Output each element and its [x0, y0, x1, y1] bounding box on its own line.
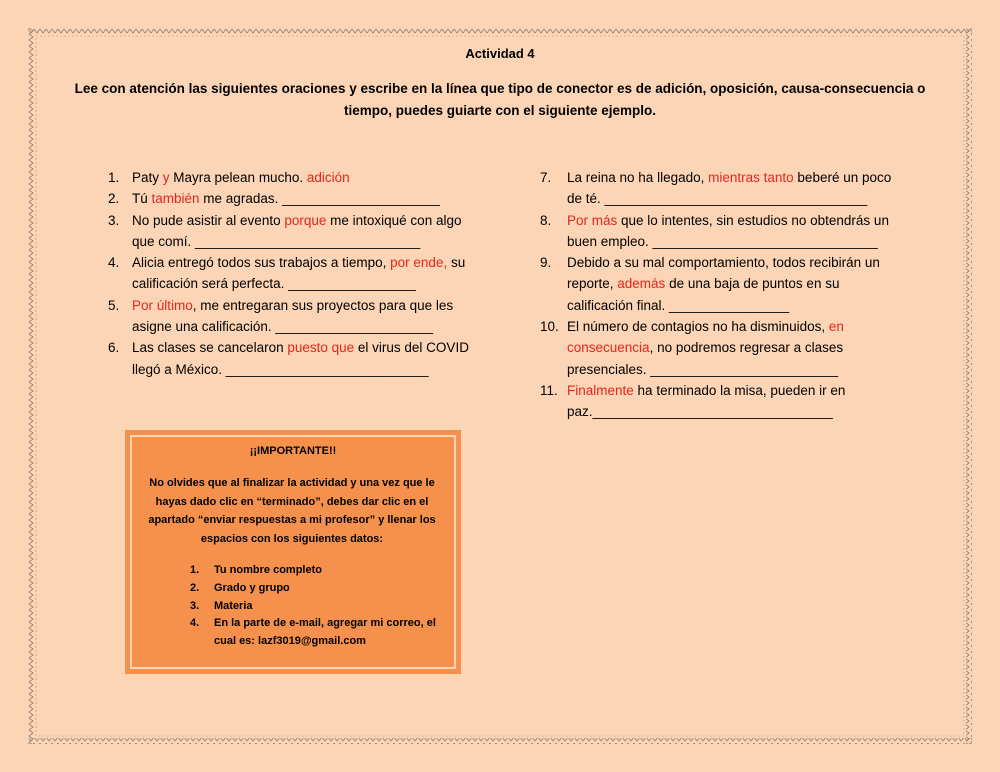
- item-line: [567, 359, 844, 380]
- connector-word: porque: [284, 212, 327, 228]
- important-list-item: [190, 562, 445, 580]
- sentence-text: Mayra pelean mucho.: [169, 170, 307, 185]
- item-line: [132, 167, 350, 188]
- list-item: [540, 252, 920, 316]
- item-number: 11.: [540, 382, 558, 398]
- item-text: [132, 295, 453, 338]
- list-item: [108, 167, 488, 188]
- connector-word: Finalmente: [567, 382, 634, 398]
- item-number: 2.: [108, 191, 120, 207]
- item-line: [132, 210, 461, 231]
- sentence-text: de una baja de puntos en su: [665, 276, 840, 292]
- sentence-text: , no podremos regresar a clases: [649, 340, 844, 356]
- sentence-text: , me entregaran sus proyectos para que les: [192, 297, 454, 313]
- important-text: No olvides que al finalizar la actividad y una vez que le hayas dado clic en “terminado”, debes dar clic en el apartado “enviar respuestas a mi profesor” y llenar los espacios con los siguientes datos:: [148, 477, 436, 545]
- item-line: [567, 188, 891, 209]
- item-text: [132, 188, 440, 209]
- connector-word: por ende,: [390, 255, 448, 271]
- item-line: [567, 316, 844, 337]
- sentence-text: Las clases se cancelaron: [132, 340, 288, 356]
- item-number: 5.: [108, 297, 120, 313]
- item-text: [132, 252, 465, 295]
- item-number: 1.: [108, 170, 120, 185]
- item-line: [567, 231, 889, 252]
- item-number: 2.: [190, 581, 200, 594]
- item-line: [567, 252, 880, 273]
- instructions: Lee con atención las siguientes oraciones y escribe en la línea que tipo de conector es de adición, oposición, causa-consecuencia o tiempo, puedes guiarte con el siguiente ejemplo.: [74, 81, 926, 118]
- item-line: [132, 337, 469, 358]
- item-number: 3.: [108, 212, 120, 228]
- left-sentence-list: [108, 167, 488, 380]
- item-number: 1.: [190, 564, 200, 576]
- list-item: [108, 210, 488, 253]
- item-number: 8.: [540, 212, 552, 228]
- item-line: [132, 188, 440, 209]
- sentence-text: que comí. ______________________________: [132, 233, 421, 249]
- item-line: [132, 231, 461, 252]
- sentence-text: asigne una calificación. _____________________: [132, 319, 434, 335]
- item-text: En la parte de e-mail, agregar mi correo, el cual es: lazf3019@gmail.com: [214, 617, 436, 648]
- item-number: 10.: [540, 319, 559, 335]
- sentence-text: No pude asistir al evento: [132, 212, 285, 228]
- item-text: [132, 167, 350, 188]
- item-number: 4.: [190, 617, 200, 630]
- item-number: 6.: [108, 340, 120, 356]
- item-line: [567, 337, 844, 358]
- important-list-item: [190, 598, 445, 616]
- important-list-item: [190, 615, 445, 651]
- sentence-text: Debido a su mal comportamiento, todos recibirán un: [567, 255, 880, 271]
- list-item: [108, 252, 488, 295]
- item-line: [132, 252, 465, 273]
- sentence-text: calificación final. ________________: [567, 297, 790, 313]
- sentence-text: buen empleo. ______________________________: [567, 233, 878, 249]
- sentence-text: calificación será perfecta. _________________: [132, 276, 416, 292]
- activity-title: Actividad 4: [465, 46, 535, 61]
- item-line: [132, 295, 453, 316]
- important-list-item: [190, 580, 445, 598]
- sentence-text: me intoxiqué con algo: [326, 212, 462, 228]
- item-line: [567, 380, 845, 401]
- important-list: [190, 562, 445, 651]
- item-number: 4.: [108, 255, 120, 271]
- sentence-text: me agradas. _____________________: [199, 191, 440, 207]
- item-text: [132, 337, 469, 380]
- connector-word: mientras tanto: [708, 170, 794, 185]
- important-box: [125, 430, 461, 674]
- sentence-text: El número de contagios no ha disminuidos,: [567, 319, 829, 335]
- right-sentence-list: [540, 167, 920, 423]
- connector-word: puesto que: [287, 340, 355, 356]
- item-text: [567, 167, 891, 210]
- item-line: [567, 401, 845, 422]
- sentence-text: el virus del COVID: [354, 340, 469, 356]
- connector-word: Por último: [132, 297, 193, 313]
- connector-word: adición: [306, 170, 350, 185]
- sentence-text: llegó a México. ___________________________: [132, 361, 429, 377]
- connector-word: consecuencia: [567, 340, 650, 356]
- connector-word: además: [617, 276, 666, 292]
- item-text: [567, 210, 889, 253]
- connector-word: y: [162, 170, 170, 185]
- connector-word: también: [151, 191, 200, 207]
- item-line: [132, 273, 465, 294]
- sentence-text: reporte,: [567, 276, 618, 292]
- sentence-text: Tú: [132, 191, 152, 207]
- list-item: [540, 210, 920, 253]
- item-number: 9.: [540, 255, 552, 271]
- item-line: [132, 359, 469, 380]
- sentence-text: que lo intentes, sin estudios no obtendrás un: [617, 212, 889, 228]
- item-line: [567, 210, 889, 231]
- list-item: [540, 167, 920, 210]
- item-text: [132, 210, 461, 253]
- sentence-text: presenciales. _________________________: [567, 361, 838, 377]
- important-title: ¡¡IMPORTANTE!!: [249, 445, 337, 457]
- item-line: [567, 273, 880, 294]
- sentence-text: La reina no ha llegado,: [567, 170, 709, 185]
- list-item: [108, 188, 488, 209]
- item-text: Materia: [214, 599, 253, 612]
- sentence-text: Alicia entregó todos sus trabajos a tiempo,: [132, 255, 391, 271]
- item-text: [567, 316, 844, 380]
- sentence-text: su: [447, 255, 466, 271]
- item-line: [567, 167, 891, 188]
- sentence-text: paz.________________________________: [567, 404, 833, 420]
- item-number: 3.: [190, 599, 200, 612]
- connector-word: en: [828, 319, 844, 335]
- item-line: [132, 316, 453, 337]
- sentence-text: de té. ___________________________________: [567, 191, 868, 207]
- sentence-text: Paty: [132, 170, 163, 185]
- sentence-text: ha terminado la misa, pueden ir en: [633, 382, 846, 398]
- item-text: [567, 380, 845, 423]
- item-text: Tu nombre completo: [214, 564, 322, 576]
- item-line: [567, 295, 880, 316]
- sentence-text: beberé un poco: [793, 170, 892, 185]
- item-text: [567, 252, 880, 316]
- list-item: [540, 316, 920, 380]
- connector-word: Por más: [567, 212, 618, 228]
- list-item: [108, 337, 488, 380]
- list-item: [108, 295, 488, 338]
- item-number: 7.: [540, 170, 552, 185]
- item-text: Grado y grupo: [214, 581, 290, 594]
- list-item: [540, 380, 920, 423]
